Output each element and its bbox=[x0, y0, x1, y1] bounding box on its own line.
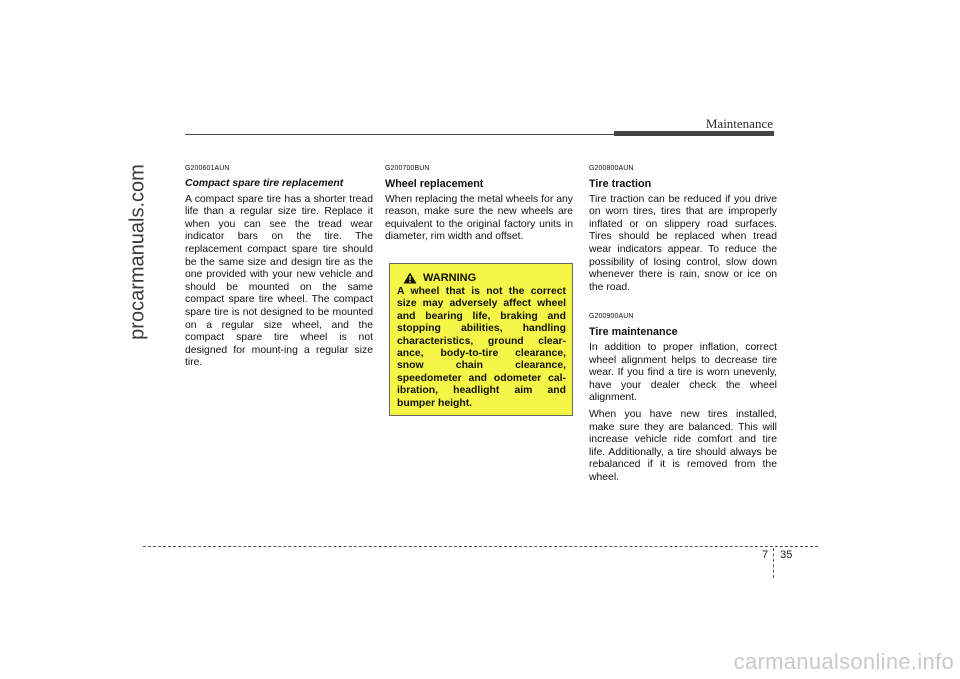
section-paragraph: When replacing the metal wheels for any reason, make sure the new wheels are equivalent to the original factory units in diameter, rim width and offset. bbox=[385, 193, 573, 243]
column-left bbox=[185, 164, 373, 374]
section-paragraph: When you have new tires installed, make sure they are balanced. This will increase vehicle ride comfort and tire life. Additionally, a tire should always be rebalanced if it is removed from the wheel. bbox=[589, 408, 777, 483]
section-heading: Tire traction bbox=[589, 178, 652, 190]
page-number-value: 35 bbox=[780, 549, 793, 561]
section-code: G200700BUN bbox=[385, 165, 430, 172]
warning-text: A wheel that is not the correct size may adversely affect wheel and bearing life, braking and stopping abilities, handling characteristics, ground clear-ance, body-to-tire clearance, snow chain clearance, speedometer and odometer cal-ibration, headlight aim and bumper height. bbox=[397, 286, 566, 409]
header-rule-accent bbox=[614, 131, 774, 136]
column-right bbox=[589, 164, 777, 488]
section-code: G200900AUN bbox=[589, 313, 634, 321]
footer-divider bbox=[143, 546, 818, 547]
section-paragraph: In addition to proper inflation, correct wheel alignment helps to decrease tire wear. If you find a tire is worn unevenly, have your dealer check the wheel alignment. bbox=[589, 341, 777, 404]
warning-box bbox=[389, 263, 573, 416]
section-heading: Wheel replacement bbox=[385, 178, 484, 190]
side-watermark-text: procarmanuals.com bbox=[126, 164, 149, 340]
page-number bbox=[762, 549, 792, 561]
section-heading: Compact spare tire replacement bbox=[185, 178, 344, 189]
section-code: G200800AUN bbox=[589, 165, 634, 172]
chapter-number: 7 bbox=[762, 549, 769, 561]
warning-header bbox=[403, 272, 566, 284]
warning-title: WARNING bbox=[423, 272, 477, 284]
section-title: Maintenance bbox=[705, 116, 773, 131]
warning-triangle-icon bbox=[403, 272, 417, 284]
bottom-watermark: carmanualsonline.info bbox=[733, 649, 954, 674]
section-paragraph: Tire traction can be reduced if you drive on worn tires, tires that are improperly inflated or on slippery road surfaces. Tires should be replaced when tread wear indicators appear. To reduce the possibility of losing control, slow down whenever there is rain, snow or ice on the road. bbox=[589, 193, 777, 293]
header-rule bbox=[185, 134, 615, 135]
section-paragraph: A compact spare tire has a shorter tread life than a regular size tire. Replace it when you can see the tread wear indicator bars on the tire. The replacement compact spare tire should be the same size and design tire as the one provided with your new vehicle and should be mounted on the same compact spare tire wheel. The compact spare tire is not designed to be mounted on a regular size wheel, and the compact spare tire wheel is not designed for mount-ing a regular size tire. bbox=[185, 193, 373, 369]
column-middle bbox=[385, 164, 573, 248]
section-heading: Tire maintenance bbox=[589, 326, 678, 339]
section-code: G200601AUN bbox=[185, 165, 230, 172]
